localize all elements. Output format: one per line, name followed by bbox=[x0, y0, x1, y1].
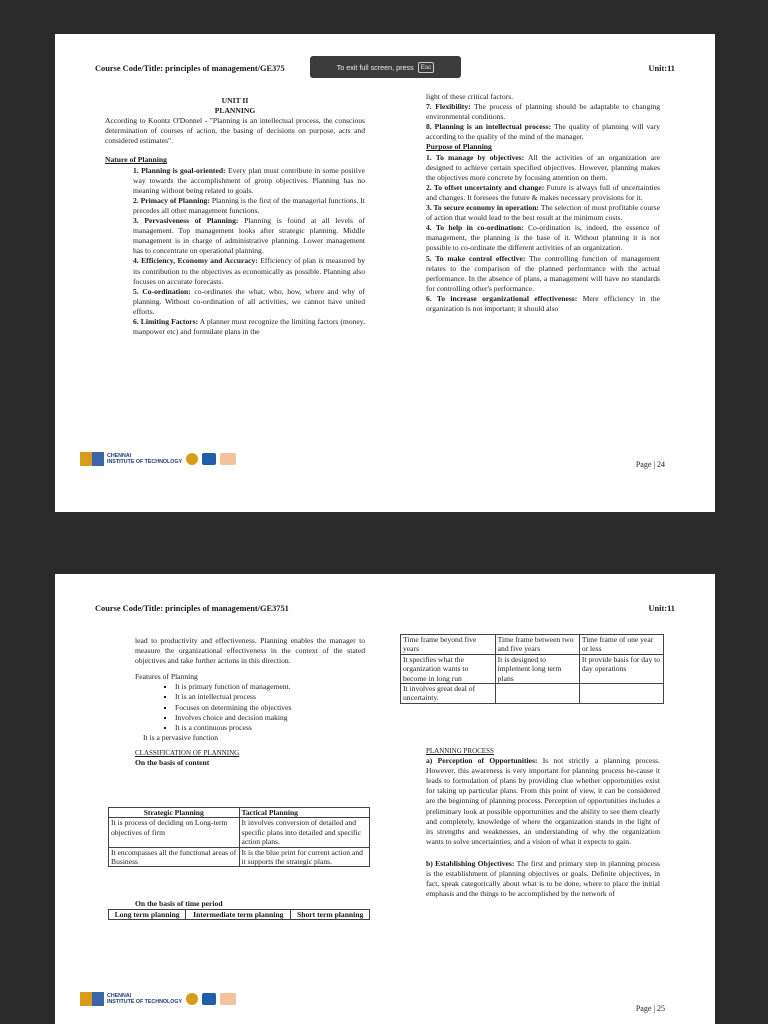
features-list bbox=[135, 682, 365, 732]
continuation-text: lead to productivity and effectiveness. Planning enables the manager to measure the organizational effectiveness in the context of the stated objectives and take further actions in this direction. bbox=[135, 636, 365, 666]
table-header-row bbox=[109, 910, 370, 920]
basis-content-heading: On the basis of content bbox=[135, 758, 210, 768]
table-header: Intermediate term planning bbox=[186, 910, 291, 920]
footer-logos bbox=[80, 452, 236, 466]
toast-text: To exit full screen, press bbox=[336, 62, 414, 72]
table-cell: It is process of deciding on Long-term objectives of firm bbox=[109, 818, 240, 847]
planning-heading: PLANNING bbox=[214, 106, 256, 116]
list-item: 2. Primacy of Planning: Planning is the first of the managerial functions. It precedes all other management functions. bbox=[133, 195, 366, 215]
table-row bbox=[401, 654, 664, 683]
table-cell: Time frame of one year or less bbox=[579, 635, 663, 655]
time-header-table bbox=[108, 909, 370, 920]
planning-process-column bbox=[426, 746, 660, 899]
objectives-item: b) Establishing Objectives: The first and primary step in planning process is the establishment of planning objectives or goals. Definite objectives, in fact, speak categorically about what is to be done, where to place the initial emphasis and the things to be accomplished by the network of bbox=[426, 858, 660, 899]
flexibility-item: 7. Flexibility: The process of planning should be adaptable to changing environmental conditions. bbox=[426, 102, 660, 122]
table-cell bbox=[579, 684, 663, 704]
purpose-heading: Purpose of Planning bbox=[426, 142, 492, 152]
college-emblem-icon bbox=[80, 992, 104, 1006]
time-period-table bbox=[400, 634, 664, 704]
college-logo bbox=[80, 992, 182, 1006]
feature-item: ▪ Focuses on determining the objectives bbox=[175, 703, 365, 713]
feature-item: ▪ Involves choice and decision making bbox=[175, 713, 365, 723]
list-item: 6. Limiting Factors: A planner must recognize the limiting factors (money, manpower etc) and formulate plans in the bbox=[133, 316, 365, 337]
list-item: 3. To secure economy in operation: The selection of most profitable course of action that would lead to the best result at the minimum costs. bbox=[426, 203, 661, 223]
nirf-logo-icon bbox=[220, 453, 236, 465]
footer-logos bbox=[80, 992, 236, 1006]
table-header-row bbox=[109, 808, 370, 818]
right-column bbox=[426, 92, 660, 314]
basis-time-heading: On the basis of time period bbox=[135, 899, 223, 908]
process-heading: PLANNING PROCESS bbox=[426, 747, 494, 755]
list-item: 1. To manage by objectives: All the activities of an organization are designed to achieve certain specified objectives. However, planning makes the objectives more concrete by focusing attention on them. bbox=[426, 152, 660, 182]
naac-logo-icon bbox=[186, 453, 198, 465]
purpose-list bbox=[426, 153, 660, 315]
table-cell: It involves great deal of uncertainty. bbox=[401, 684, 496, 704]
list-item: 2. To offset uncertainty and change: Future is always full of uncertainties and changes. It foresees the future & makes necessary provisions for it. bbox=[426, 182, 660, 202]
table-cell: It involves conversion of detailed and specific plans into detailed and specific action plans. bbox=[239, 818, 370, 847]
table-cell: It is designed to implement long term plans bbox=[495, 654, 579, 683]
college-name-2: INSTITUTE OF TECHNOLOGY bbox=[107, 459, 183, 465]
continuation-text: light of these critical factors. bbox=[426, 92, 514, 101]
table-cell: It specifies what the organization wants to become in long run bbox=[401, 654, 496, 683]
table-header: Strategic Planning bbox=[109, 808, 240, 818]
table-cell bbox=[495, 684, 579, 704]
document-page-24 bbox=[55, 34, 715, 512]
list-item: 1. Planning is goal-oriented: Every plan must contribute in some positive way towards the accomplishment of group objectives. Planning has no meaning without being related to goals. bbox=[133, 165, 365, 195]
table-cell: It provide basis for day to day operations bbox=[579, 654, 663, 683]
intro-paragraph: According to Koontz O'Donnel - "Planning is an intellectual process, the conscious determination of courses of action, the basing of decisions on purpose, acts and considered estimates". bbox=[105, 116, 365, 146]
table-cell: Time frame beyond five years bbox=[401, 635, 496, 655]
pervasive-line: It is a pervasive function bbox=[143, 732, 219, 742]
college-name-1: CHENNAI bbox=[107, 993, 132, 999]
page-number: Page | 25 bbox=[635, 1004, 665, 1013]
list-item: 4. To help in co-ordination: Co-ordination is, indeed, the essence of management, the planning is the base of it. Without planning it is not possible to co-ordinate the different activities of an organization. bbox=[426, 223, 661, 253]
unit-heading: UNIT II bbox=[221, 96, 249, 105]
college-name-1: CHENNAI bbox=[107, 453, 132, 459]
list-item: 4. Efficiency, Economy and Accuracy: Efficiency of plan is measured by its contribution to the objectives as economically as possible. Planning also focuses on accurate forecasts. bbox=[133, 256, 365, 286]
table-row bbox=[401, 684, 664, 704]
table-cell: It encompasses all the functional areas of Business bbox=[109, 847, 240, 867]
nba-logo-icon bbox=[202, 993, 216, 1005]
left-column bbox=[135, 636, 365, 768]
course-title: Course Code/Title: principles of management/GE375 bbox=[95, 64, 285, 73]
esc-key: Esc bbox=[418, 62, 435, 73]
classification-heading: CLASSIFICATION OF PLANNING bbox=[135, 748, 240, 757]
course-title: Course Code/Title: principles of management/GE3751 bbox=[95, 604, 289, 613]
table-row bbox=[109, 818, 370, 847]
page-number: Page | 24 bbox=[635, 460, 665, 469]
list-item: 3. Pervasiveness of Planning: Planning is found at all levels of management. Top management looks after strategic planning. Middle management is in charge of administrative planning. Lower management has to concentrate on operational planning. bbox=[133, 216, 365, 256]
left-column bbox=[105, 96, 365, 337]
list-item: 5. To make control effective: The controlling function of management relates to the comparison of the planned performance with the actual performance. In the absence of plans, a management will have no standards for controlling other's performance. bbox=[426, 253, 660, 293]
nature-heading: Nature of Planning bbox=[105, 155, 167, 165]
table-header: Short term planning bbox=[291, 910, 370, 920]
table-cell: Time frame between two and five years bbox=[495, 635, 579, 655]
fullscreen-toast bbox=[310, 56, 461, 78]
naac-logo-icon bbox=[186, 993, 198, 1005]
unit-label: Unit:11 bbox=[648, 604, 675, 613]
nirf-logo-icon bbox=[220, 993, 236, 1005]
nba-logo-icon bbox=[202, 453, 216, 465]
table-header: Long term planning bbox=[109, 910, 186, 920]
table-row bbox=[109, 847, 370, 867]
college-emblem-icon bbox=[80, 452, 104, 466]
feature-item: ▪ It is primary function of management. bbox=[175, 682, 365, 692]
features-heading: Features of Planning bbox=[135, 672, 198, 682]
list-item: 5. Co-ordination: co-ordinates the what, who, how, where and why of planning. Without co-ordination of all activities, we cannot have united efforts. bbox=[133, 286, 365, 316]
college-name-2: INSTITUTE OF TECHNOLOGY bbox=[107, 999, 183, 1005]
feature-item: ▪ It is a continuous process bbox=[175, 723, 365, 733]
table-row bbox=[401, 635, 664, 655]
document-page-25 bbox=[55, 574, 715, 1024]
college-logo bbox=[80, 452, 182, 466]
table-header: Tactical Planning bbox=[239, 808, 370, 818]
table-cell: It is the blue print for current action and it supports the strategic plans. bbox=[239, 847, 370, 867]
intellectual-item: 8. Planning is an intellectual process: The quality of planning will vary according to the quality of the mind of the manager. bbox=[426, 122, 661, 142]
content-table bbox=[108, 807, 370, 867]
perception-item: a) Perception of Opportunities: Is not strictly a planning process. However, this awareness is very important for planning process be-cause it leads to formulation of plans by providing clue whether opportunities exist for taking up particular plans. From this point of view, it can be considered are the beginning of planning process. Perception of opportunities includes a preliminary look at possible opportunities and the ability to see them clearly and completely, knowledge of where the organization stands in the light of its strengths and weaknesses, an understanding of why the organization wants to solve uncertainties, and a vision of what it expects to gain. bbox=[426, 756, 660, 846]
unit-label: Unit:11 bbox=[648, 64, 675, 73]
nature-list bbox=[105, 166, 365, 338]
feature-item: ▪ It is an intellectual process bbox=[175, 692, 365, 702]
list-item: 6. To increase organizational effectiveness: Mere efficiency in the organization is not important; it should also bbox=[426, 293, 660, 313]
